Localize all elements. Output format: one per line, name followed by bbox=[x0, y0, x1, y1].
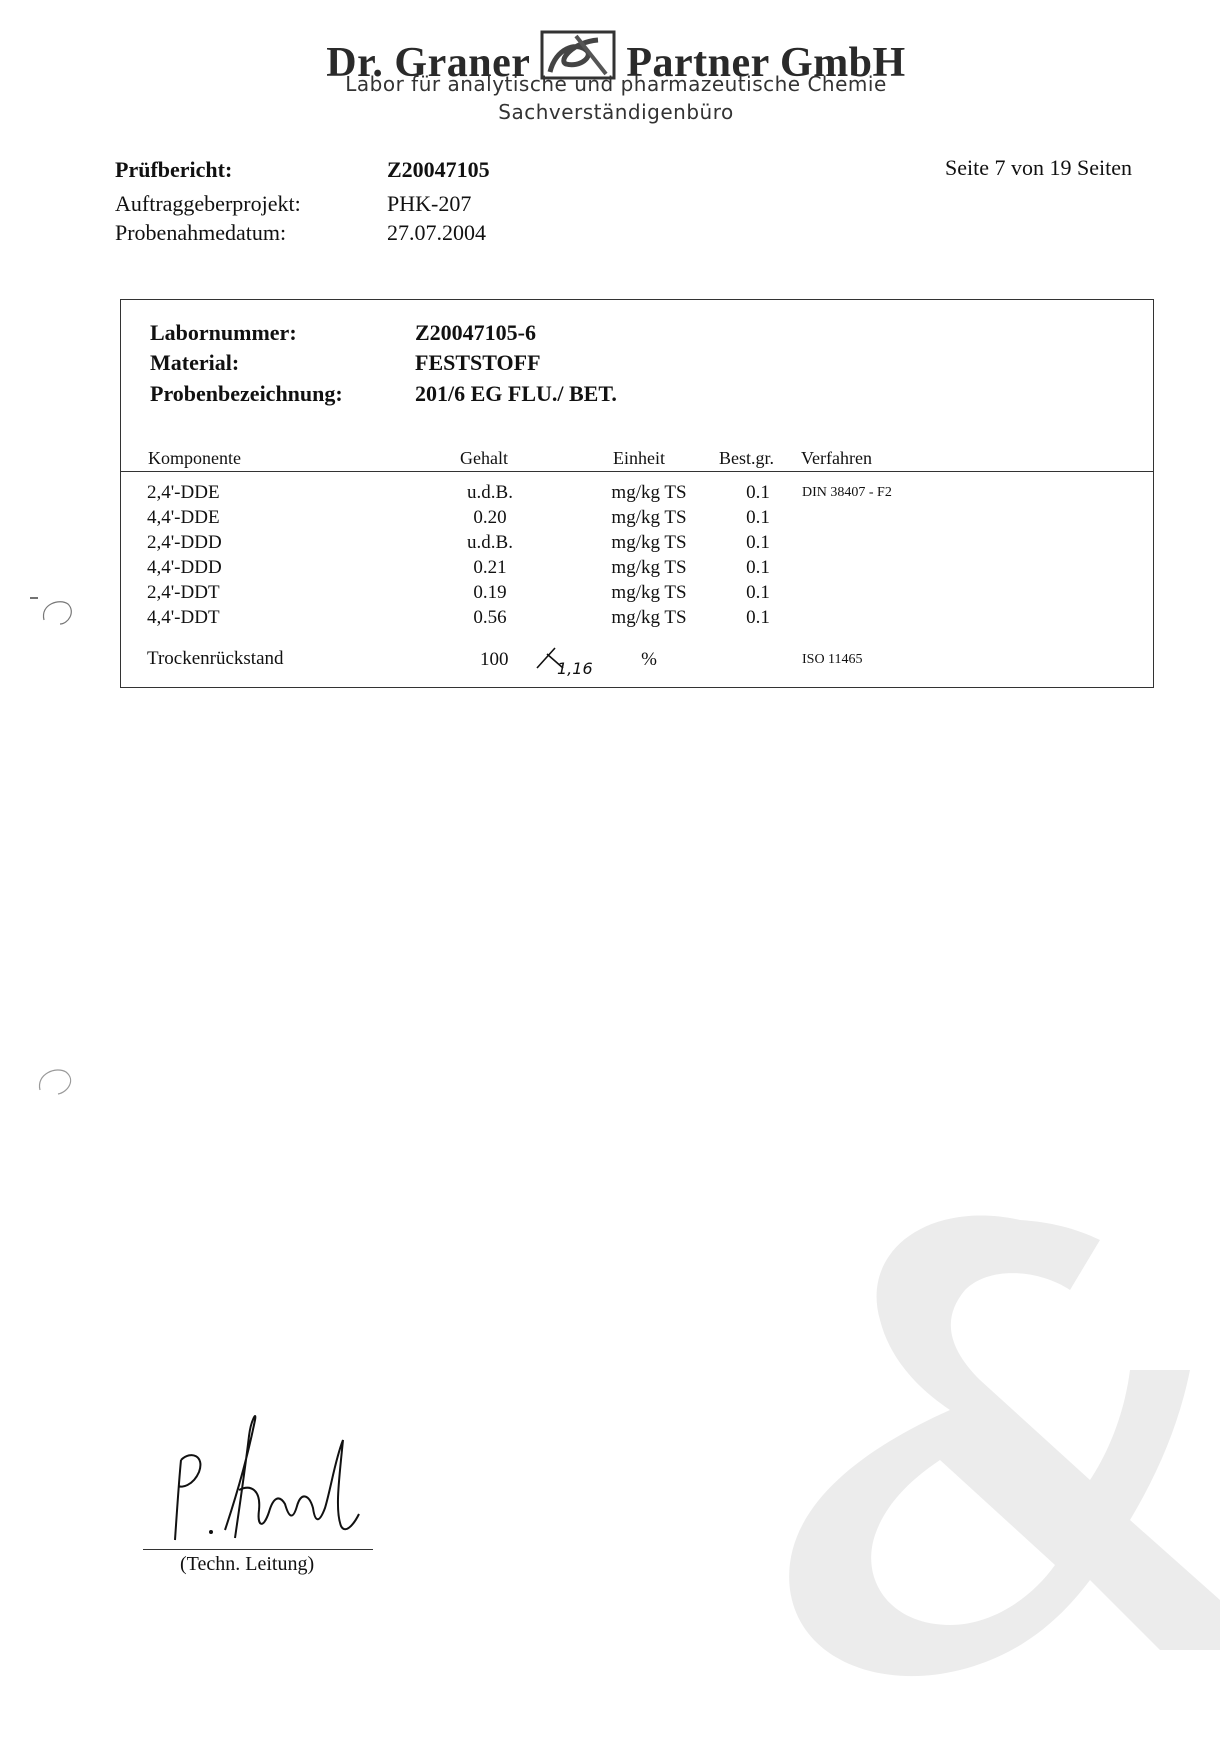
ampersand-watermark-icon bbox=[690, 1180, 1220, 1705]
sampling-date-label: Probenahmedatum: bbox=[115, 220, 287, 245]
cell-content: u.d.B. bbox=[467, 482, 513, 503]
report-number: Z20047105 bbox=[387, 157, 490, 182]
cell-component: Trockenrückstand bbox=[147, 648, 284, 669]
signature bbox=[155, 1400, 375, 1555]
cell-component: 2,4'-DDE bbox=[147, 482, 220, 503]
project-value: PHK-207 bbox=[387, 191, 472, 216]
col-header-limit: Best.gr. bbox=[719, 448, 775, 468]
company-name-right: Partner GmbH bbox=[626, 40, 906, 86]
designation-value: 201/6 EG FLU./ BET. bbox=[415, 381, 617, 406]
cell-component: 4,4'-DDT bbox=[147, 607, 220, 628]
material-label: Material: bbox=[150, 350, 240, 375]
col-header-method: Verfahren bbox=[801, 448, 872, 468]
cell-content: 0.21 bbox=[473, 557, 507, 578]
letterhead-subtitle-2: Sachverständigenbüro bbox=[498, 100, 734, 124]
handwritten-note-text: 1,16 bbox=[557, 659, 593, 678]
cell-limit: 0.1 bbox=[746, 507, 770, 528]
cell-content: 0.20 bbox=[473, 507, 507, 528]
cell-unit: mg/kg TS bbox=[611, 507, 687, 528]
cell-limit: 0.1 bbox=[746, 582, 770, 603]
lab-number-label: Labornummer: bbox=[150, 320, 297, 345]
punch-hole-mark bbox=[30, 590, 90, 635]
cell-content: 0.19 bbox=[473, 582, 507, 603]
cell-unit: mg/kg TS bbox=[611, 532, 687, 553]
company-name-left: Dr. Graner bbox=[326, 40, 531, 86]
cell-unit: mg/kg TS bbox=[611, 557, 687, 578]
cell-method: DIN 38407 - F2 bbox=[802, 485, 892, 500]
punch-hole-mark bbox=[30, 1060, 90, 1105]
cell-content: 100 bbox=[480, 649, 509, 670]
sampling-date-value: 27.07.2004 bbox=[387, 220, 486, 245]
cell-unit: mg/kg TS bbox=[611, 607, 687, 628]
cell-component: 4,4'-DDE bbox=[147, 507, 220, 528]
cell-limit: 0.1 bbox=[746, 482, 770, 503]
cell-unit: mg/kg TS bbox=[611, 582, 687, 603]
cell-component: 2,4'-DDD bbox=[147, 532, 222, 553]
cell-limit: 0.1 bbox=[746, 532, 770, 553]
project-label: Auftraggeberprojekt: bbox=[115, 191, 301, 216]
cell-limit: 0.1 bbox=[746, 607, 770, 628]
cell-content: u.d.B. bbox=[467, 532, 513, 553]
cell-unit: mg/kg TS bbox=[611, 482, 687, 503]
letterhead-subtitle-1: Labor für analytische und pharmazeutische Chemie bbox=[345, 72, 887, 96]
cell-component: 2,4'-DDT bbox=[147, 582, 220, 603]
col-header-content: Gehalt bbox=[460, 448, 508, 468]
designation-label: Probenbezeichnung: bbox=[150, 381, 343, 406]
lab-number-value: Z20047105-6 bbox=[415, 320, 536, 345]
cell-limit: 0.1 bbox=[746, 557, 770, 578]
col-header-component: Komponente bbox=[148, 448, 241, 468]
page-info: Seite 7 von 19 Seiten bbox=[945, 155, 1132, 180]
table-header-divider bbox=[120, 471, 1154, 472]
cell-component: 4,4'-DDD bbox=[147, 557, 222, 578]
signature-line bbox=[143, 1549, 373, 1550]
col-header-unit: Einheit bbox=[613, 448, 665, 468]
material-value: FESTSTOFF bbox=[415, 350, 541, 375]
cell-content: 0.56 bbox=[473, 607, 507, 628]
cell-method: ISO 11465 bbox=[802, 652, 863, 667]
cell-unit: % bbox=[641, 649, 657, 670]
report-label: Prüfbericht: bbox=[115, 157, 233, 182]
signature-caption: (Techn. Leitung) bbox=[180, 1553, 315, 1575]
